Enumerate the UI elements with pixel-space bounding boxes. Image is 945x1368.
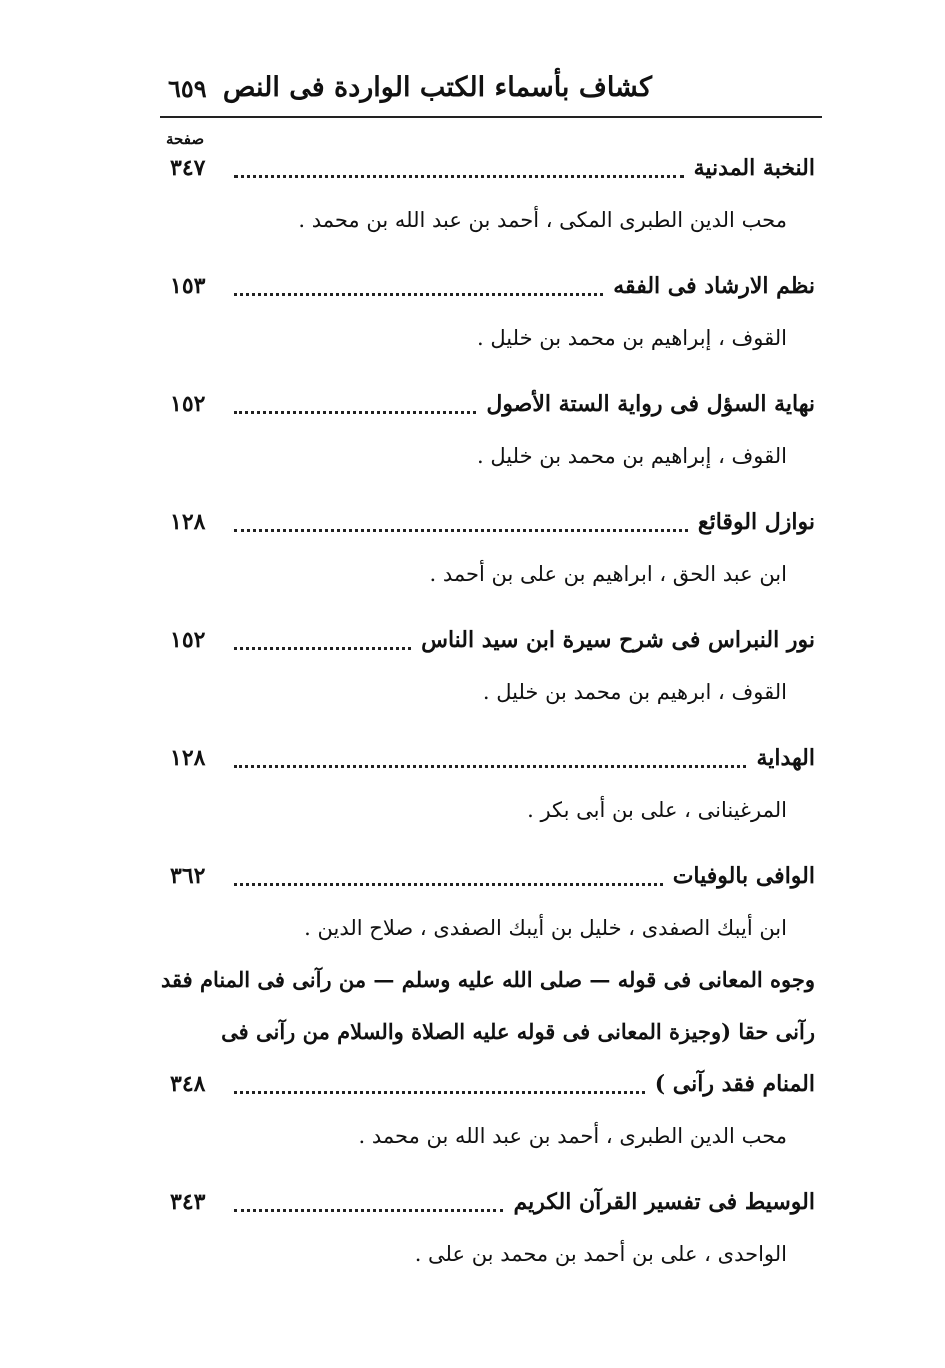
entry-title-line (170, 740, 815, 776)
entry-author: الواحدى ، على بن أحمد بن محمد بن على . (414, 1242, 787, 1266)
entry-title-continued: وجوه المعانى فى قوله — صلى الله عليه وسلم — من رآنى فى المنام فقد (160, 967, 815, 992)
page-column-label: صفحة (166, 130, 205, 148)
entry-title: الوسيط فى تفسير القرآن الكريم (513, 1189, 815, 1215)
entry-author: القوف ، إبراهيم بن محمد بن خليل . (477, 326, 787, 350)
entry-page-number: ٣٦٢ (170, 863, 206, 889)
entry-title: نظم الارشاد فى الفقه (613, 273, 815, 299)
index-entry (170, 268, 815, 356)
entry-spacer (170, 1154, 815, 1184)
dot-leader (234, 175, 684, 178)
entry-page-number: ٣٤٣ (170, 1189, 206, 1215)
entry-title: المنام فقد رآنى ) (654, 1071, 815, 1097)
entry-author: محب الدين الطبرى ، أحمد بن عبد الله بن محمد . (358, 1124, 787, 1148)
entry-author: القوف ، إبراهيم بن محمد بن خليل . (477, 444, 787, 468)
entry-title: نهاية السؤل فى رواية الستة الأصول (486, 391, 815, 417)
dot-leader (234, 883, 663, 886)
index-entry (170, 622, 815, 710)
entry-spacer (170, 828, 815, 858)
entry-page-number: ١٢٨ (170, 509, 206, 535)
entry-author: محب الدين الطبرى المكى ، أحمد بن عبد الله بن محمد . (298, 208, 787, 232)
entry-title-continued: رآنى حقا (وجيزة المعانى فى قوله عليه الصلاة والسلام من رآنى فى (221, 1019, 815, 1044)
dot-leader (234, 293, 603, 296)
page-number: ٦٥٩ (168, 74, 207, 103)
index-entry (170, 504, 815, 592)
index-entry (170, 386, 815, 474)
entry-spacer (170, 710, 815, 740)
entry-spacer (170, 238, 815, 268)
entry-title: الهداية (756, 745, 815, 771)
index-entry (160, 962, 815, 1154)
index-entry (170, 1184, 815, 1272)
entry-title-line (170, 150, 815, 186)
entry-title: الوافى بالوفيات (672, 863, 815, 889)
entry-page-number: ١٥٢ (170, 391, 206, 417)
entry-author: ابن عبد الحق ، ابراهيم بن على بن أحمد . (429, 562, 787, 586)
entry-title-line (170, 1184, 815, 1220)
page-title: كشاف بأسماء الكتب الواردة فى النص (222, 72, 652, 103)
entry-title-line (170, 268, 815, 304)
entry-page-number: ١٢٨ (170, 745, 206, 771)
entry-title-line (170, 858, 815, 894)
entry-title-line (170, 622, 815, 658)
entry-title-line (170, 1066, 815, 1102)
entry-page-number: ٣٤٨ (170, 1071, 206, 1097)
dot-leader (234, 1091, 645, 1094)
entry-author: المرغينانى ، على بن أبى بكر . (527, 798, 787, 822)
entry-title: النخبة المدنية (693, 155, 815, 181)
dot-leader (234, 765, 746, 768)
entry-author: القوف ، ابرهيم بن محمد بن خليل . (482, 680, 787, 704)
entry-page-number: ١٥٢ (170, 627, 206, 653)
entry-author: ابن أيبك الصفدى ، خليل بن أيبك الصفدى ، صلاح الدين . (304, 916, 787, 940)
index-entry (170, 740, 815, 828)
dot-leader (234, 647, 411, 650)
index-entries (160, 150, 815, 1272)
header-divider (160, 116, 822, 118)
entry-page-number: ٣٤٧ (170, 155, 206, 181)
dot-leader (234, 529, 688, 532)
index-entry (170, 858, 815, 946)
running-header (160, 72, 820, 116)
dot-leader (234, 1209, 503, 1212)
entry-spacer (170, 356, 815, 386)
dot-leader (234, 411, 476, 414)
entry-title: نوازل الوقائع (697, 509, 815, 535)
entry-page-number: ١٥٣ (170, 273, 206, 299)
entry-title: نور النبراس فى شرح سيرة ابن سيد الناس (421, 627, 815, 653)
entry-spacer (170, 474, 815, 504)
entry-title-line (170, 386, 815, 422)
index-entry (170, 150, 815, 238)
entry-spacer (170, 592, 815, 622)
entry-title-line (170, 504, 815, 540)
